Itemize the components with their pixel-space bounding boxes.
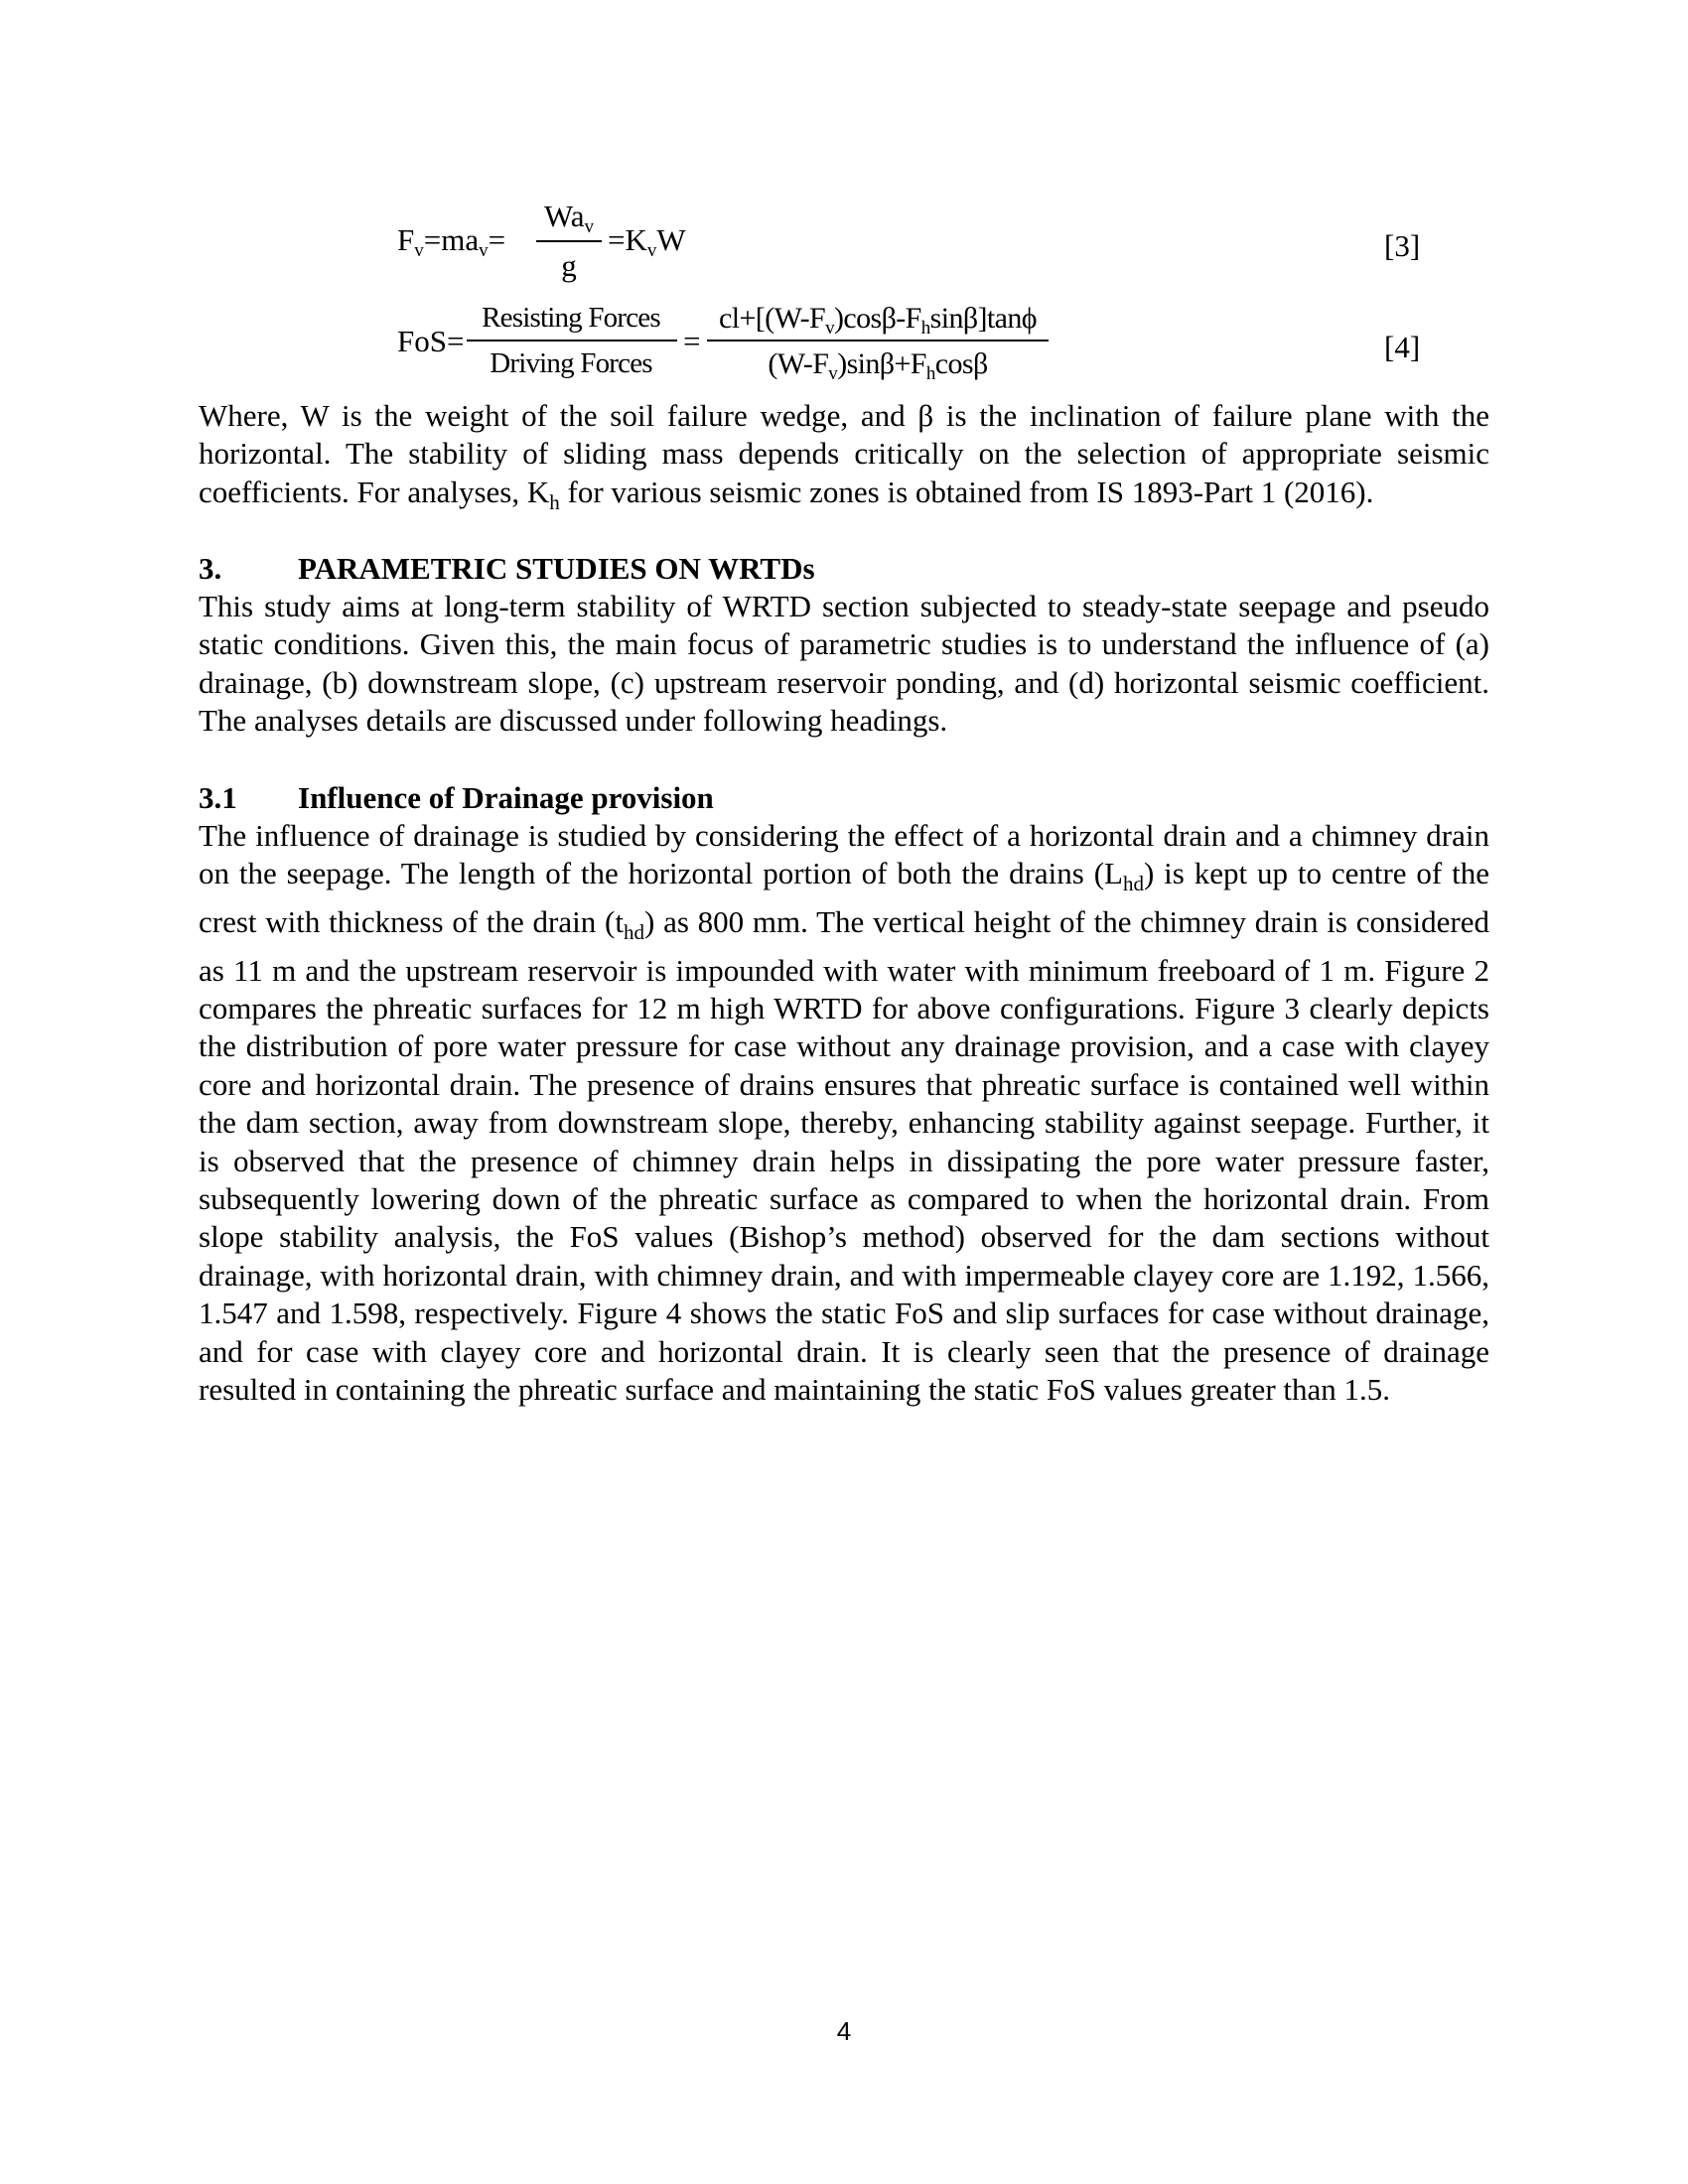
eq4-frac1-numerator: Resisting Forces [482, 302, 660, 334]
eq3-term: =ma [423, 222, 480, 257]
section-3-1 [199, 779, 1489, 1409]
subsection-heading: 3.1 Influence of Drainage provision [199, 780, 714, 815]
eq3-lhs: F [397, 222, 415, 257]
eq4-number: [4] [1384, 330, 1421, 364]
section-body: This study aims at long-term stability of WRTD section subjected to steady-state seepage and pseudo static conditions. Given this, the main focus of parametric studies is to understand the influence of (a) drainage, (b) downstream slope, (c) upstream reservoir ponding, and (d) horizontal seismic coefficient. The analyses details are discussed under following headings. [199, 589, 1489, 739]
subsection-body: The influence of drainage is studied by considering the effect of a horizontal drain and a chimney drain on the seepage. The length of the horizontal portion of both the drains $(L_{hd})$ is kept up to centre of the crest with thickness of the drain $(t_{hd})$ as 800 mm. The vertical height of the chimney drain is considered as 11 m and the upstream reservoir is impounded with water with minimum freeboard of 1 m. Figure 2 compares the phreatic surfaces for 12 m high WRTD for above configurations. Figure 3 clearly depicts the distribution of pore water pressure for case without any drainage provision, and a case with clayey core and horizontal drain. The presence of drains ensures that phreatic surface is contained well within the dam section, away from downstream slope, thereby, enhancing stability against seepage. Further, it is observed that the presence of chimney drain helps in dissipating the pore water pressure faster, subsequently lowering down of the phreatic surface as compared to when the horizontal drain. From slope stability analysis, the FoS values (Bishop’s method) observed for the dam sections without drainage, with horizontal drain, with chimney drain, and with impermeable clayey core are 1.192, 1.566, 1.547 and 1.598, respectively. Figure 4 shows the static FoS and slip surfaces for case without drainage, and for case with clayey core and horizontal drain. It is clearly seen that the presence of drainage resulted in containing the phreatic surface and maintaining the static FoS values greater than 1.5. [199, 818, 1489, 1408]
eq3-fraction-bar [536, 240, 602, 242]
eq4-lhs: FoS= [397, 324, 465, 358]
eq4-frac2-numerator: $cl+[(W-F_v)\cos\beta-F_h\sin\beta]\tan\phi$ [719, 302, 1037, 339]
page-number: 4 [836, 2016, 852, 2046]
eq4-frac2-bar [707, 340, 1049, 341]
document-page: $F_v=ma_v=$ $Wa_v$ g $=K_vW$ [3] FoS= Resisting Forces Driving Forces = $cl+[(W-F_v)\cos\beta-F_h\sin\beta]\tan\phi$ $(W-F_v)\sin\beta+F_h\cos\beta$ [4] Where, W is the weight of the soil failure wedge, and β is the inclination of failure plane with the horizontal. The stability of sliding mass depends critically on the selection of appropriate seismic coefficients. For analyses, $K_h$ for various seismic zones is obtained from IS 1893-Part 1 (2016). 3. PARAMETRIC STUDIES ON WRTDs This study aims at long-term stability of WRTD section subjected to steady-state seepage and pseudo static conditions. Given this, the main focus of parametric studies is to understand the influence of (a) drainage, (b) downstream slope, (c) upstream reservoir ponding, and (d) horizontal seismic coefficient. The analyses details are discussed under following headings. 3.1 Influence of Drainage provision The influence of drainage is studied by considering the effect of a horizontal drain and a chimney drain on the seepage. The length of the horizontal portion of both the drains $(L_{hd})$ is kept up to centre of the crest with thickness of the drain $(t_{hd})$ as 800 mm. The vertical height of the chimney drain is considered as 11 m and the upstream reservoir is impounded with water with minimum freeboard of 1 m. Figure 2 compares the phreatic surfaces for 12 m high WRTD for above configurations. Figure 3 clearly depicts the distribution of pore water pressure for case without any drainage provision, and a case with clayey core and horizontal drain. The presence of drains ensures that phreatic surface is contained well within the dam section, away from downstream slope, thereby, enhancing stability against seepage. Further, it is observed that the presence of chimney drain helps in dissipating the pore water pressure faster, subsequently lowering down of the phreatic surface as compared to when the horizontal drain. From slope stability analysis, the FoS values (Bishop’s method) observed for the dam sections without drainage, with horizontal drain, with chimney drain, and with impermeable clayey core are 1.192, 1.566, 1.547 and 1.598, respectively. Figure 4 shows the static FoS and slip surfaces for case without drainage, and for case with clayey core and horizontal drain. It is clearly seen that the presence of drainage resulted in containing the phreatic surface and maintaining the static FoS values greater than 1.5. 4 [0, 0, 1688, 2184]
eq4-equals: = [683, 324, 701, 358]
section-heading: 3. PARAMETRIC STUDIES ON WRTDs [199, 551, 815, 586]
paragraph-where: Where, W is the weight of the soil failure wedge, and β is the inclination of failure plane with the horizontal. The stability of sliding mass depends critically on the selection of appropriate seismic coefficients. For analyses, $K_h$ for various seismic zones is obtained from IS 1893-Part 1 (2016). [199, 398, 1489, 514]
eq4-frac1-denominator: Driving Forces [490, 347, 652, 379]
section-3 [199, 550, 1489, 741]
eq3-denominator: g [561, 248, 577, 283]
eq3-numerator: $Wa_v$ [543, 199, 595, 237]
eq3-rhs: $=K_vW$ [608, 222, 686, 261]
eq4-frac1-bar [467, 340, 677, 341]
eq3-number: [3] [1384, 228, 1421, 263]
eq4-frac2-denominator: $(W-F_v)\sin\beta+F_h\cos\beta$ [768, 347, 988, 384]
